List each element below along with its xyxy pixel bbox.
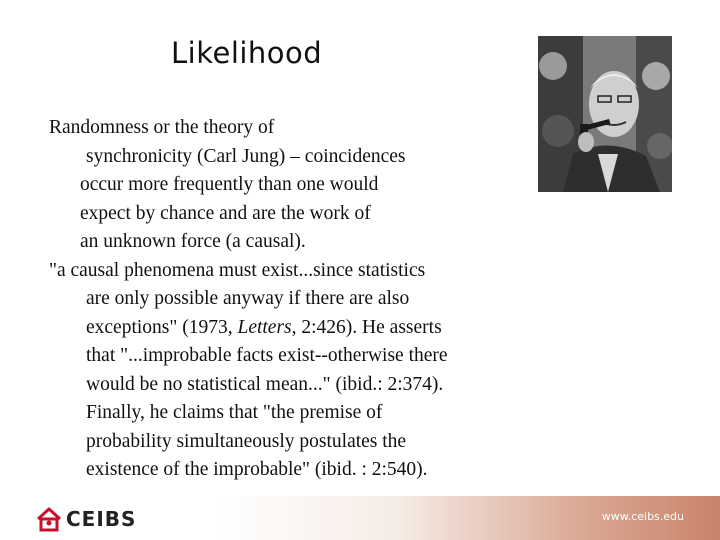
ceibs-logo [36,506,136,532]
text-segment: exceptions" (1973, [86,316,238,338]
portrait-photo [538,36,672,192]
text-line: would be no statistical mean..." (ibid.: 2:374). [86,373,444,395]
body-text [49,114,549,485]
text-line: Randomness or the theory of [49,117,275,138]
footer-url: www.ceibs.edu [601,510,684,523]
text-line: synchronicity (Carl Jung) – coincidences [86,145,406,167]
logo-text: CEIBS [66,507,137,531]
text-line: Finally, he claims that "the premise of [86,402,383,423]
text-line: existence of the improbable" (ibid. : 2:540). [86,459,428,480]
text-segment: , 2:426). He asserts [291,316,442,338]
ceibs-logo-icon [36,506,62,532]
text-line: "a causal phenomena must exist...since statistics [49,259,426,281]
text-line: are only possible anyway if there are also [86,288,410,309]
text-line [49,314,549,343]
text-line: that "...improbable facts exist--otherwise there [86,345,448,366]
slide-title: Likelihood [171,36,323,70]
letters-italic: Letters [237,316,292,338]
text-line: probability simultaneously postulates the [86,430,407,452]
text-line: occur more frequently than one would [80,174,379,195]
text-line: an unknown force (a causal). [80,231,306,252]
text-line: expect by chance and are the work of [80,202,371,224]
